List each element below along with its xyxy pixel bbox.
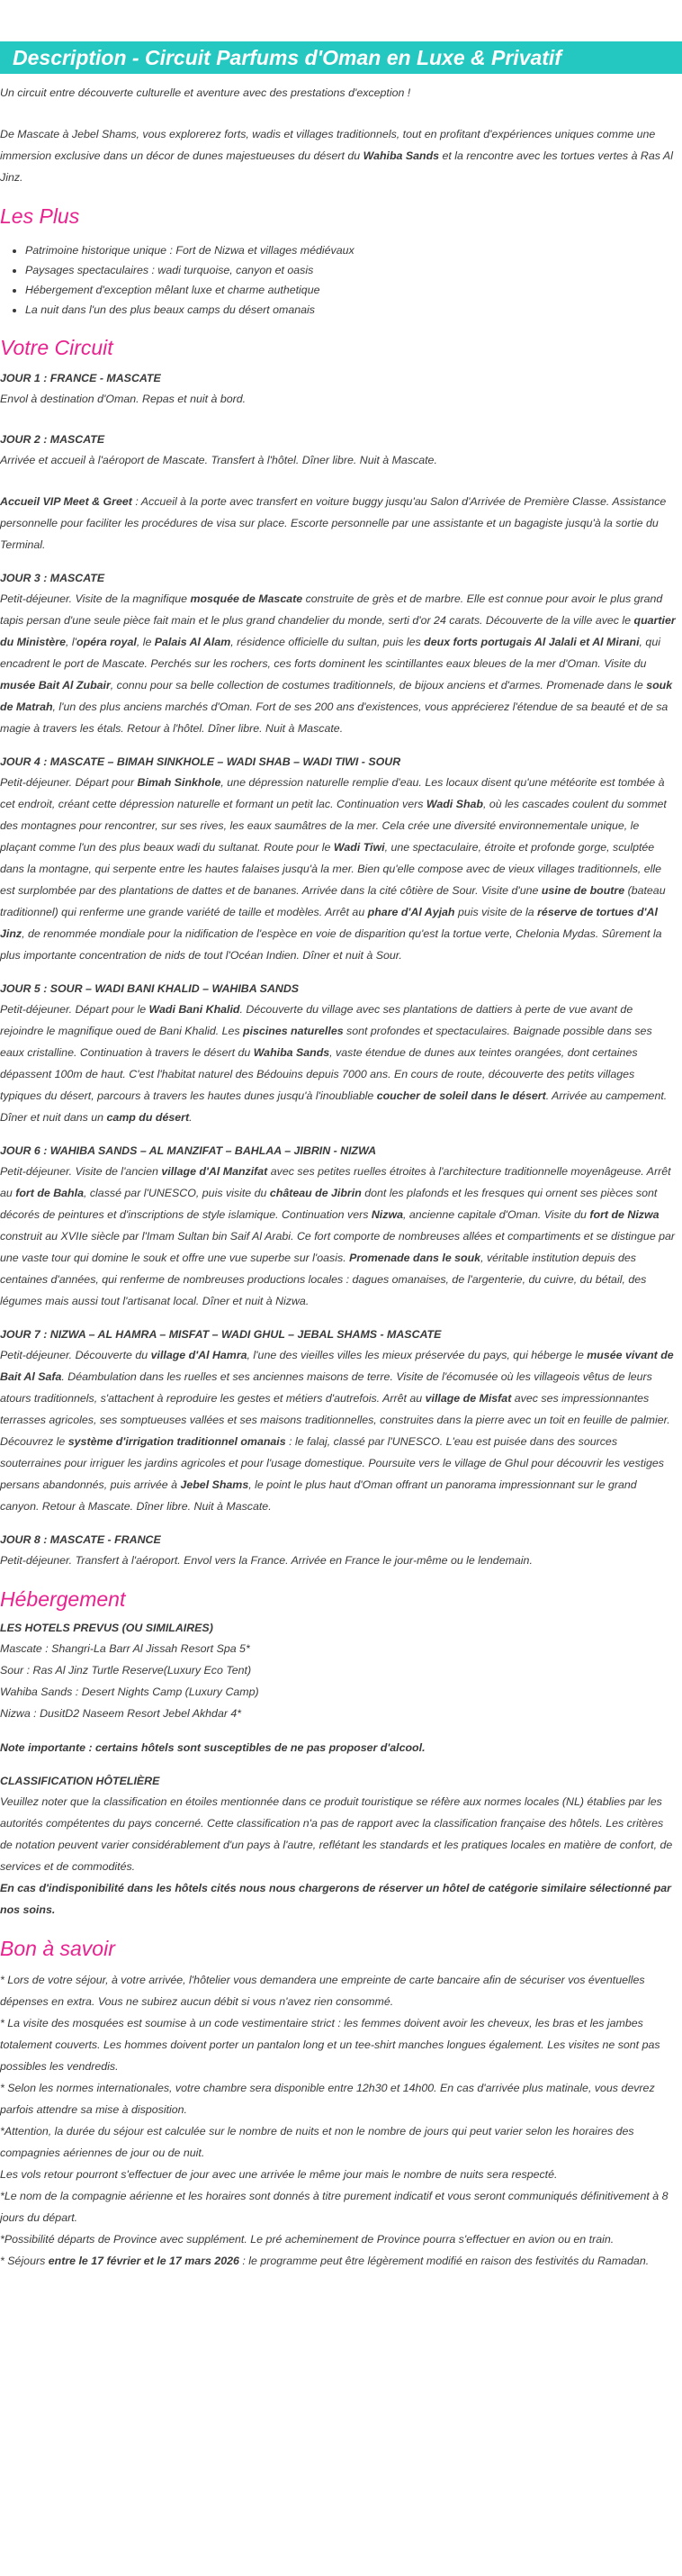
intro-tagline: Un circuit entre découverte culturelle et aventure avec des prestations d'exception !	[0, 86, 411, 99]
day1-text: Envol à destination d'Oman. Repas et nuit à bord.	[0, 393, 247, 405]
classification-bold	[0, 1877, 677, 1921]
day6-text: Petit-déjeuner. Visite de l'ancien village d'Al Manzifat avec ses petites ruelles étroites à l'architecture traditionnelle moyenâgeuse. Arrêt au fort de Bahla, classé par l'UNESCO, puis visite du château de Jibrin dont les plafonds et les fresques qui ornent ses pièces sont décorés de peintures et d'inscriptions de style islamique. Continuation vers Nizwa, ancienne capitale d'Oman. Visite du fort de Nizwa construit au XVIIe siècle par l'Imam Sultan bin Saif Al Arabi. Ce fort comporte de nombreuses allées et compartiments et se distingue par une vaste tour qui domine le souk et offre une vue superbe sur l'oasis. Promenade dans le souk, véritable institution depuis des centaines d'années, qui renferme de nombreuses productions locales : dagues omanaises, de l'argenterie, du cuivre, du bétail, des légumes mais aussi tout l'artisanat local. Dîner et nuit à Nizwa.	[0, 1165, 676, 1307]
info-dates: entre le 17 février et le 17 mars 2026	[48, 2255, 239, 2267]
hotels-title: LES HOTELS PREVUS (OU SIMILAIRES)	[0, 1622, 213, 1634]
intro-text: De Mascate à Jebel Shams, vous explorerez forts, wadis et villages traditionnels, tout en profitant d'expériences uniques comme une immersion exclusive dans un décor de dunes majestueuses du désert du	[0, 128, 656, 162]
intro-text-end: et la rencontre avec les tortues vertes à Ras Al Jinz.	[0, 149, 673, 184]
page	[0, 41, 682, 2272]
classification-bold-text: En cas d'indisponibilité dans les hôtels cités nous nous chargerons de réserver un hôtel de catégorie similaire sélectionné par nos soins.	[0, 1882, 671, 1916]
intro-highlight: Wahiba Sands	[363, 149, 440, 162]
list-item: • Patrimoine historique unique : Fort de Nizwa et villages médiévaux	[25, 240, 677, 260]
info-line: Les vols retour pourront s'effectuer de jour avec une arrivée le même jour mais le nombre de nuits sera respecté.	[0, 2168, 558, 2181]
day5-title: JOUR 5 : SOUR – WADI BANI KHALID – WAHIBA SANDS	[0, 982, 300, 995]
day7-title: JOUR 7 : NIZWA – AL HAMRA – MISFAT – WADI GHUL – JEBAL SHAMS - MASCATE	[0, 1328, 442, 1341]
list-item: • Hébergement d'exception mêlant luxe et charme authetique	[25, 280, 677, 300]
page-title: Description - Circuit Parfums d'Oman en Luxe & Privatif	[0, 41, 682, 74]
day5-text: Petit-déjeuner. Départ pour le Wadi Bani Khalid. Découverte du village avec ses plantations de dattiers à perte de vue avant de rejoindre le magnifique oued de Bani Khalid. Les piscines naturelles sont profondes et spectaculaires. Baignade possible dans ses eaux cristalline. Continuation à travers le désert du Wahiba Sands, vaste étendue de dunes aux teintes orangées, dont certaines dépassent 100m de haut. C'est l'habitat naturel des Bédouins depuis 7000 ans. En cours de route, découverte des petits villages typiques du désert, parcours à travers les hautes dunes jusqu'à l'inoubliable coucher de soleil dans le désert. Arrivée au campement. Dîner et nuit dans un camp du désert.	[0, 1003, 668, 1124]
day7-text: Petit-déjeuner. Découverte du village d'Al Hamra, l'une des vieilles villes les mieux préservée du pays, qui héberge le musée vivant de Bait Al Safa. Déambulation dans les ruelles et ses anciennes maisons de terre. Visite de l'écomusée où les villageois vêtus de leurs atours traditionnels, s'attachent à reproduire les gestes et métiers d'autrefois. Arrêt au village de Misfat avec ses impressionnantes terrasses agricoles, ses somptueuses vallées et ses maisons traditionnelles, construites dans la pierre avec un toit en feuille de palmier. Découvrez le système d'irrigation traditionnel omanais : le falaj, classé par l'UNESCO. L'eau est puisée dans des sources souterraines pour irriguer les jardins agricoles et pour l'usage domestique. Poursuite vers le village de Ghul pour découvrir les vestiges persans abandonnés, puis arrivée à Jebel Shams, le point le plus haut d'Oman offrant un panorama impressionnant sur le grand canyon. Retour à Mascate. Dîner libre. Nuit à Mascate.	[0, 1349, 674, 1513]
hotel-line: Mascate : Shangri-La Barr Al Jissah Resort Spa 5*	[0, 1642, 250, 1655]
info-line: *Attention, la durée du séjour est calculée sur le nombre de nuits et non le nombre de jours qui peut varier selon les horaires des compagnies aériennes de jour ou de nuit.	[0, 2125, 634, 2159]
day8-text: Petit-déjeuner. Transfert à l'aéroport. Envol vers la France. Arrivée en France le jour-même ou le lendemain.	[0, 1554, 533, 1567]
intro-paragraph	[0, 123, 677, 188]
day2-title: JOUR 2 : MASCATE	[0, 433, 105, 446]
hotel-line: Wahiba Sands : Desert Nights Camp (Luxury Camp)	[0, 1686, 259, 1698]
vip-text: : Accueil à la porte avec transfert en voiture buggy jusqu'au Salon d'Arrivée de Première Classe. Assistance personnelle pour faciliter les procédures de visa sur place. Escorte personnelle par une assistante et un bagagiste jusqu'à la sortie du Terminal.	[0, 495, 667, 551]
info-line: *Possibilité départs de Province avec supplément. Le pré acheminement de Province pourra s'effectuer en avion ou en train.	[0, 2233, 615, 2246]
hotel-line: Sour : Ras Al Jinz Turtle Reserve(Luxury Eco Tent)	[0, 1664, 252, 1677]
les-plus-list	[0, 240, 677, 320]
section-les-plus-heading: Les Plus	[0, 204, 80, 228]
info-line: * Lors de votre séjour, à votre arrivée, l'hôtelier vous demandera une empreinte de carte bancaire afin de sécuriser vos éventuelles dépenses en extra. Vous ne subirez aucun débit si vous n'avez rien consommé.	[0, 1974, 645, 2008]
section-circuit-heading: Votre Circuit	[0, 336, 113, 359]
hotel-line: Nizwa : DusitD2 Naseem Resort Jebel Akhdar 4*	[0, 1707, 242, 1720]
classification-text: Veuillez noter que la classification en étoiles mentionnée dans ce produit touristique se réfère aux normes locales (NL) établies par les autorités compétentes du pays concerné. Cette classification n'a pas de rapport avec la classification française des hôtels. Les critères de notation peuvent varier considérablement d'un pays à l'autre, reflétant les standards et les pratiques locales en matière de confort, de services et de commodités.	[0, 1795, 673, 1873]
classification-title: CLASSIFICATION HÔTELIÈRE	[0, 1775, 160, 1787]
main-content	[0, 74, 677, 2272]
section-bon-a-savoir-heading: Bon à savoir	[0, 1937, 115, 1960]
section-hebergement-heading: Hébergement	[0, 1587, 126, 1611]
hotel-note-text: Note importante : certains hôtels sont susceptibles de ne pas proposer d'alcool.	[0, 1741, 426, 1754]
day2-text: Arrivée et accueil à l'aéroport de Mascate. Transfert à l'hôtel. Dîner libre. Nuit à Mascate.	[0, 454, 437, 466]
day3-title: JOUR 3 : MASCATE	[0, 572, 105, 584]
info-line: *Le nom de la compagnie aérienne et les horaires sont donnés à titre purement indicatif et vous seront communiqués définitivement à 8 jours du départ.	[0, 2190, 669, 2224]
info-line: * La visite des mosquées est soumise à un code vestimentaire strict : les femmes doivent avoir les cheveux, les bras et les jambes totalement couverts. Les hommes doivent porter un pantalon long et un tee-shirt manches longues également. Les visites ne sont pas possibles les vendredis.	[0, 2017, 660, 2073]
day3-text: Petit-déjeuner. Visite de la magnifique mosquée de Mascate construite de grès et de marbre. Elle est connue pour avoir le plus grand tapis persan d'une seule pièce fait main et le plus grand chandelier du monde, serti d'or 24 carats. Découverte de la ville avec le quartier du Ministère, l'opéra royal, le Palais Al Alam, résidence officielle du sultan, puis les deux forts portugais Al Jalali et Al Mirani, qui encadrent le port de Mascate. Perchés sur les rochers, ces forts dominent les scintillantes eaux bleues de la mer d'Oman. Visite du musée Bait Al Zubair, connu pour sa belle collection de costumes traditionnels, de bijoux anciens et d'armes. Promenade dans le souk de Matrah, l'un des plus anciens marchés d'Oman. Fort de ses 200 ans d'existences, vous apprécierez l'étendue de sa beauté et de sa magie à travers les étals. Retour à l'hôtel. Dîner libre. Nuit à Mascate.	[0, 592, 676, 735]
day6-title: JOUR 6 : WAHIBA SANDS – AL MANZIFAT – BAHLAA – JIBRIN - NIZWA	[0, 1144, 377, 1157]
list-item: • Paysages spectaculaires : wadi turquoise, canyon et oasis	[25, 260, 677, 280]
vip-paragraph	[0, 491, 677, 556]
info-line-ramadan	[0, 2250, 677, 2272]
vip-title: Accueil VIP Meet & Greet	[0, 495, 132, 508]
info-text-end: : le programme peut être légèrement modifié en raison des festivités du Ramadan.	[238, 2255, 650, 2267]
day8-title: JOUR 8 : MASCATE - FRANCE	[0, 1533, 161, 1546]
day1-title: JOUR 1 : FRANCE - MASCATE	[0, 372, 161, 384]
day4-text: Petit-déjeuner. Départ pour Bimah Sinkhole, une dépression naturelle remplie d'eau. Les locaux disent qu'une météorite est tombée à cet endroit, créant cette dépression naturelle et formant un petit lac. Continuation vers Wadi Shab, où les cascades coulent du sommet des montagnes pour rencontrer, sur ses rives, les eaux saumâtres de la mer. Cela crée une diversité environnementale unique, le plaçant comme l'un des plus beaux wadi du sultanat. Route pour le Wadi Tiwi, une spectaculaire, étroite et profonde gorge, sculptée dans la montagne, qui serpente entre les hautes falaises jusqu'à la mer. Bien qu'elle compose avec de vieux villages traditionnels, elle est surplombée par des plantations de dattes et de bananes. Arrivée dans la cité côtière de Sour. Visite d'une usine de boutre (bateau traditionnel) qui renferme une grande variété de taille et modèles. Arrêt au phare d'Al Ayjah puis visite de la réserve de tortues d'Al Jinz, de renommée mondiale pour la nidification de l'espèce en voie de disparition qu'est la tortue verte, Chelonia Mydas. Sûrement la plus importante concentration de nids de tout l'Océan Indien. Dîner et nuit à Sour.	[0, 776, 667, 962]
hotel-note	[0, 1737, 677, 1758]
day4-title: JOUR 4 : MASCATE – BIMAH SINKHOLE – WADI SHAB – WADI TIWI - SOUR	[0, 755, 401, 768]
info-text: * Séjours	[0, 2255, 49, 2267]
list-item: • La nuit dans l'un des plus beaux camps du désert omanais	[25, 300, 677, 320]
info-line: * Selon les normes internationales, votre chambre sera disponible entre 12h30 et 14h00. En cas d'arrivée plus matinale, vous devrez parfois attendre sa mise à disposition.	[0, 2082, 655, 2116]
